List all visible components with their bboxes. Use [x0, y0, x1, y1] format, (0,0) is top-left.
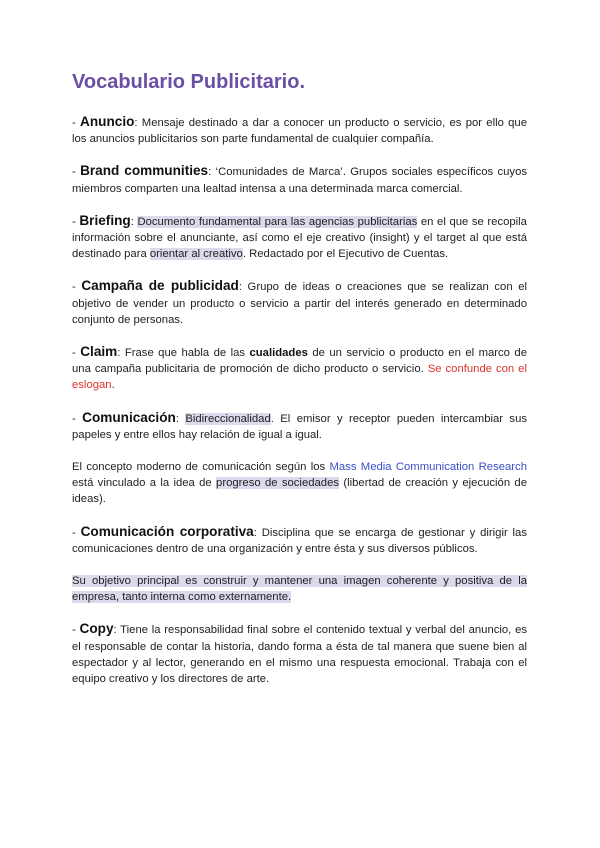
- highlight-orientar: orientar al creativo: [149, 248, 243, 261]
- entry-anuncio: [72, 114, 527, 147]
- entry-campana: [72, 278, 527, 328]
- red-note-eslogan: Se confunde con el eslogan: [72, 363, 527, 392]
- entry-copy: [72, 621, 527, 687]
- highlight-objetivo: Su objetivo principal es construir y mantener una imagen coherente y positiva de la empresa, tanto interna como externamente.: [72, 575, 527, 604]
- dash: -: [72, 166, 81, 179]
- term-comunicacion-corporativa: Comunicación corporativa: [80, 523, 254, 539]
- dash: -: [72, 624, 80, 637]
- concepto-part3: (libertad de creación y ejecución de ideas).: [72, 477, 527, 506]
- entry-briefing: [72, 213, 527, 263]
- term-campana: Campaña de publicidad: [81, 278, 239, 294]
- paragraph-objetivo: [72, 573, 527, 605]
- entry-comunicacion-corporativa: [72, 524, 527, 557]
- dash: -: [72, 526, 81, 539]
- paragraph-concepto: [72, 459, 527, 508]
- entry-brand-communities: [72, 163, 527, 196]
- dash: -: [72, 215, 80, 228]
- period: .: [111, 379, 115, 392]
- entry-claim: [72, 344, 527, 394]
- definition-comunicacion-corporativa: : Disciplina que se encarga de gestionar y dirigir las comunicaciones dentro de una organización y entre ésta y sus diversos públicos.: [72, 526, 527, 555]
- dash: -: [72, 347, 81, 360]
- document-page: [72, 68, 527, 703]
- definition-anuncio: : Mensaje destinado a dar a conocer un producto o servicio, es por ello que los anuncios publicitarios son parte fundamental de cualquier compañía.: [72, 117, 527, 146]
- bold-cualidades: cualidades: [249, 347, 308, 360]
- entry-comunicacion: [72, 410, 527, 443]
- term-claim: Claim: [80, 344, 118, 360]
- definition-campana: : Grupo de ideas o creaciones que se realizan con el objetivo de vender un producto o servicio a partir del interés generado en determinado conjunto de personas.: [72, 281, 527, 326]
- highlight-documento: Documento fundamental para las agencias publicitarias: [137, 215, 418, 228]
- term-briefing: Briefing: [79, 212, 131, 228]
- dash: -: [72, 412, 83, 425]
- dash: -: [72, 117, 81, 129]
- blue-mass-media: Mass Media Communication Research: [329, 461, 527, 474]
- highlight-progreso: progreso de sociedades: [216, 477, 340, 490]
- definition-claim-part1: : Frase que habla de las: [117, 347, 250, 360]
- term-brand-communities: Brand communities: [80, 163, 209, 179]
- highlight-bidireccionalidad: Bidireccionalidad: [185, 412, 271, 425]
- definition-comunicacion: . El emisor y receptor pueden intercambiar sus papeles y entre ellos hay relación de igual a igual.: [72, 412, 528, 441]
- concepto-part2: está vinculado a la idea de: [72, 477, 217, 490]
- term-copy: Copy: [79, 621, 114, 637]
- page-title: Vocabulario Publicitario.: [72, 71, 306, 93]
- definition-brand-communities: : ‘Comunidades de Marca’. Grupos sociales específicos cuyos miembros comparten una lealtad intensa a una determinada marca comercial.: [72, 166, 528, 195]
- concepto-part1: El concepto moderno de comunicación según los: [72, 461, 330, 474]
- definition-briefing-part2: . Redactado por el Ejecutivo de Cuentas.: [242, 248, 449, 261]
- dash: -: [72, 281, 82, 294]
- term-anuncio: Anuncio: [80, 114, 135, 129]
- definition-claim-part2: de un servicio o producto en el marco de una campaña publicitaria de promoción de dicho producto o servicio.: [72, 347, 527, 376]
- colon: :: [175, 412, 186, 425]
- definition-copy: : Tiene la responsabilidad final sobre el contenido textual y verbal del anuncio, es el responsable de contar la historia, dando forma a ésta de tal manera que suene bien al espectador y al lector, generando en el mismo una respuesta emocional. Trabaja con el equipo creativo y los directores de arte.: [72, 624, 527, 686]
- term-comunicacion: Comunicación: [82, 409, 176, 425]
- definition-briefing-part1: en el que se recopila información sobre el anunciante, así como el eje creativo (insight) y el target al que está destinado para: [72, 215, 527, 261]
- colon: :: [130, 215, 138, 228]
